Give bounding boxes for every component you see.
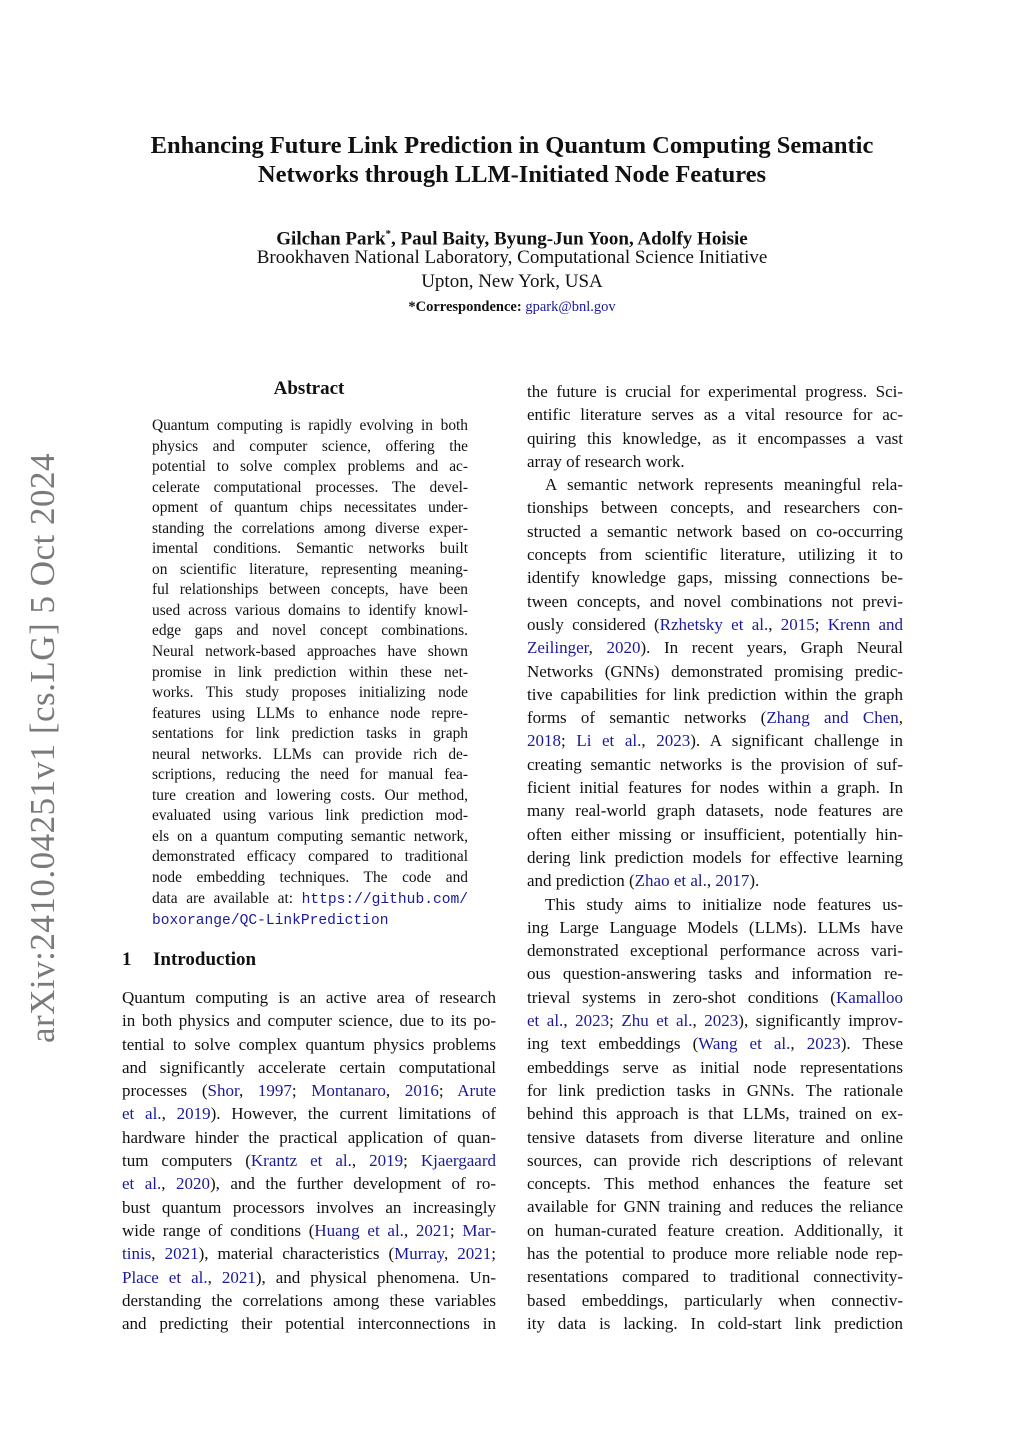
section-heading [122,948,496,972]
text-line [122,1242,496,1265]
citation-link[interactable]: Zhao et al. [634,871,707,891]
text-run: , [692,1011,705,1031]
section-title: Introduction [153,949,257,970]
abstract-line: ture creation and lowering costs. Our method, [152,786,468,804]
abstract-line: edge gaps and novel concept combinations. [152,622,468,640]
text-line: This study aims to initialize node features us- [545,894,903,914]
citation-link[interactable]: tinis [122,1244,152,1264]
text-line: sources, can provide rich descriptions of relevant [527,1150,903,1170]
text-line [527,729,903,752]
text-line: demonstrated exceptional performance across vari- [527,941,903,961]
text-line: ous question-answering tasks and information re- [527,964,903,984]
text-line: and significantly accelerate certain computational [122,1057,496,1077]
citation-link[interactable]: 2019 [176,1104,211,1124]
text-run: ). In recent years, Graph Neural [640,638,904,658]
citation-link[interactable]: Kjaergaard [420,1151,497,1171]
text-line [527,1032,903,1055]
text-line: identify knowledge gaps, missing connections be- [527,568,903,588]
text-run: , [151,1244,165,1264]
citation-link[interactable]: Place et al. [122,1267,208,1287]
abstract-line: opment of quantum chips necessitates under- [152,499,468,517]
text-run: ing text embeddings ( [527,1034,699,1054]
text-run: , [768,614,781,634]
text-run: ; [291,1081,312,1101]
text-run: ; [449,1220,463,1240]
abstract-line: Quantum computing is rapidly evolving in both [152,417,468,434]
text-line: on human-curated feature creation. Additionally, it [527,1220,903,1240]
text-run: , [588,638,607,658]
title-line: Networks through LLM-Initiated Node Features [257,161,767,188]
text-line: ficient initial features for nodes within a graph. In [527,778,903,798]
citation-link[interactable]: 2021 [221,1267,256,1287]
text-run: processes ( [122,1081,208,1101]
text-line [527,1009,903,1032]
abstract-line: scriptions, reducing the need for manual fea- [152,766,468,784]
text-run: ; [403,1151,421,1171]
abstract-line: node embedding techniques. The code and [152,869,468,887]
text-line: derstanding the correlations among these variables [122,1290,496,1310]
text-line: for link prediction tasks in GNNs. The rationale [527,1080,903,1100]
text-line: structed a semantic network based on co-occurring [527,521,903,541]
text-line: A semantic network represents meaningful rela- [545,475,903,495]
author-first: Gilchan Park [276,228,386,250]
citation-link[interactable]: Rzhetsky et al. [659,614,769,634]
correspondence-label: *Correspondence: [408,299,522,315]
citation-link[interactable]: 2023 [656,731,691,751]
text-line: tensive datasets from diverse literature and online [527,1127,903,1147]
abstract-line: on scientific literature, representing meaning- [152,560,468,578]
text-line [122,1102,496,1125]
text-line: tive capabilities for link prediction within the graph [527,684,903,704]
text-run: , [403,1220,416,1240]
text-line [527,986,903,1009]
citation-link[interactable]: Li et al. [576,731,642,751]
citation-link[interactable]: et al. [122,1174,162,1194]
abstract-line: ful relationships between concepts, have been [152,581,468,599]
citation-link[interactable]: Murray [394,1244,445,1264]
text-run: ; [814,614,828,634]
text-run: , [207,1267,222,1287]
text-line [122,1172,496,1195]
citation-link[interactable]: 2019 [369,1151,404,1171]
citation-link[interactable]: 2016 [404,1081,439,1101]
citation-link[interactable]: 2020 [175,1174,210,1194]
abstract-line: physics and computer science, offering the [152,437,468,455]
citation-link[interactable]: et al. [527,1011,564,1031]
citation-link[interactable]: 2015 [780,614,815,634]
text-line [122,1219,496,1242]
text-line: behind this approach is that LLMs, trained on ex- [527,1104,903,1124]
text-line [122,1149,496,1172]
text-run: forms of semantic networks ( [527,708,767,728]
text-run: , [238,1081,258,1101]
citation-link[interactable]: Zhu et al. [621,1011,693,1031]
abstract-line [152,889,468,911]
text-run: wide range of conditions ( [122,1220,315,1240]
affiliation-line: Upton, New York, USA [421,271,603,292]
left-column [122,986,496,1335]
text-run: , [898,708,904,728]
text-run: , [161,1174,176,1194]
citation-link[interactable]: 2021 [457,1244,492,1264]
correspondence-mark: * [385,228,392,240]
code-link[interactable]: https://github.com/ [301,891,468,908]
text-line: tween concepts, and novel combinations not previ- [527,591,903,611]
citation-link[interactable]: 2021 [415,1220,450,1240]
text-line: Networks (GNNs) demonstrated promising predic- [527,661,903,681]
abstract-line: used across various domains to identify knowl- [152,601,468,619]
text-line: tential to solve complex quantum physics problems [122,1034,496,1054]
text-line: creating semantic networks is the provision of suf- [527,754,903,774]
title-line: Enhancing Future Link Prediction in Quantum Computing Semantic [150,132,874,159]
text-run: ). [749,871,760,891]
text-line: concepts. This method enhances the feature set [527,1174,903,1194]
citation-link[interactable]: Huang et al. [314,1220,404,1240]
citation-link[interactable]: Krenn and [827,614,904,634]
text-line: embeddings serve as initial node representations [527,1057,903,1077]
text-line: resentations compared to traditional connectivity- [527,1267,903,1287]
text-line: available for GNN training and reduces the reliance [527,1197,903,1217]
text-run: , [790,1034,807,1054]
text-run: and prediction ( [527,871,635,891]
abstract-line [152,910,468,932]
text-line: in both physics and computer science, due to its po- [122,1011,496,1031]
abstract-line: standing the correlations among diverse exper- [152,519,468,537]
citation-link[interactable]: Shor [207,1081,239,1101]
code-link-continued[interactable]: boxorange/QC-LinkPrediction [152,913,389,930]
text-run: ), material characteristics ( [198,1244,395,1264]
abstract-line: neural networks. LLMs can provide rich de- [152,745,468,763]
text-run: ), significantly improv- [738,1011,903,1031]
text-run: , [161,1104,177,1124]
citation-link[interactable]: Arute [457,1081,496,1101]
citation-link[interactable]: Kamalloo [835,987,903,1007]
text-line: many real-world graph datasets, node features are [527,801,903,821]
text-run: , [385,1081,405,1101]
citation-link[interactable]: 2023 [704,1011,739,1031]
abstract-line: demonstrated efficacy compared to traditional [152,848,468,866]
citation-link[interactable]: et al. [122,1104,162,1124]
abstract-line: els on a quantum computing semantic network, [152,827,468,845]
citation-link[interactable]: 2023 [806,1034,841,1054]
citation-link[interactable]: 2020 [606,638,641,658]
text-run: , [444,1244,458,1264]
text-line: array of research work. [527,451,685,471]
text-line: ing Large Language Models (LLMs). LLMs have [527,917,903,937]
abstract-line: features using LLMs to enhance node repre- [152,704,468,722]
citation-link[interactable]: 2021 [164,1244,199,1264]
text-run: ously considered ( [527,614,660,634]
abstract-line: celerate computational processes. The devel- [152,478,468,496]
text-line [122,1079,496,1102]
text-line [527,613,903,636]
abstract-line: sentations for link prediction tasks in graph [152,725,468,743]
text-line: hardware hinder the practical application of quan- [122,1127,496,1147]
citation-link[interactable]: 2017 [715,871,750,891]
citation-link[interactable]: Wang et al. [698,1034,791,1054]
citation-link[interactable]: 2023 [575,1011,610,1031]
abstract-body [152,416,468,932]
citation-link[interactable]: Zhang and Chen [766,708,899,728]
email-link[interactable]: gpark@bnl.gov [525,299,616,315]
text-line: tionships between concepts, and researchers con- [527,498,903,518]
text-line: concepts from scientific literature, utilizing it to [527,545,903,565]
citation-link[interactable]: 1997 [257,1081,292,1101]
text-run: ). A significant challenge in [690,731,903,751]
text-run: ; [561,731,577,751]
abstract-line: evaluated using various link prediction mod- [152,807,468,825]
text-line [122,1266,496,1289]
affiliation-line: Brookhaven National Laboratory, Computational Science Initiative [256,247,768,268]
text-run: ), and physical phenomena. Un- [255,1267,496,1287]
text-line: the future is crucial for experimental progress. Sci- [527,382,903,401]
text-run: ; [491,1244,497,1264]
text-run: tum computers ( [122,1151,251,1171]
text-run: , [351,1151,370,1171]
text-line: Quantum computing is an active area of research [122,988,496,1007]
abstract-line: potential to solve complex problems and ac- [152,458,468,476]
text-run: trieval systems in zero-shot conditions ( [527,987,836,1007]
text-line: has the potential to produce more reliable node rep- [527,1243,903,1263]
text-run: , [706,871,716,891]
abstract-line: promise in link prediction within these net- [152,663,468,681]
paper-title [112,131,912,189]
text-run: ). However, the current limitations of [210,1104,497,1124]
text-line: ity data is lacking. In cold-start link prediction [527,1313,903,1333]
citation-link[interactable]: Krantz et al. [250,1151,352,1171]
section-number: 1 [122,949,132,970]
arxiv-identifier: arXiv:2410.04251v1 [cs.LG] 5 Oct 2024 [23,452,62,1044]
text-line: dering link prediction models for effective learning [527,847,903,867]
text-line: often either missing or insufficient, potentially hin- [527,824,903,844]
text-line: based embeddings, particularly when connectiv- [527,1290,903,1310]
citation-link[interactable]: Mar- [462,1220,497,1240]
text-run: , [641,731,657,751]
text-line: bust quantum processors involves an increasingly [122,1197,496,1217]
text-run: ), and the further development of ro- [209,1174,496,1194]
text-line: entific literature serves as a vital resource for ac- [527,405,903,425]
text-run: ). These [840,1034,903,1054]
correspondence [112,298,912,316]
right-column [527,380,903,1335]
link-prefix: data are available at: [152,889,294,907]
text-run: ; [609,1011,622,1031]
citation-link[interactable]: Zeilinger [527,638,589,658]
text-line [527,636,903,659]
text-line: quiring this knowledge, as it encompasses a vast [527,428,903,448]
abstract-line: imental conditions. Semantic networks built [152,540,468,558]
text-line [527,869,903,892]
abstract-line: Neural network-based approaches have shown [152,643,468,661]
citation-link[interactable]: 2018 [527,731,561,751]
abstract-heading: Abstract [273,378,345,399]
text-run: ; [438,1081,458,1101]
text-line [527,706,903,729]
abstract-line: works. This study proposes initializing node [152,684,468,702]
citation-link[interactable]: Montanaro [311,1081,386,1101]
text-run: , [563,1011,576,1031]
affiliation [112,246,912,294]
author-rest: , Paul Baity, Byung-Jun Yoon, Adolfy Hoisie [391,228,748,250]
text-line: and predicting their potential interconnections in [122,1314,496,1334]
